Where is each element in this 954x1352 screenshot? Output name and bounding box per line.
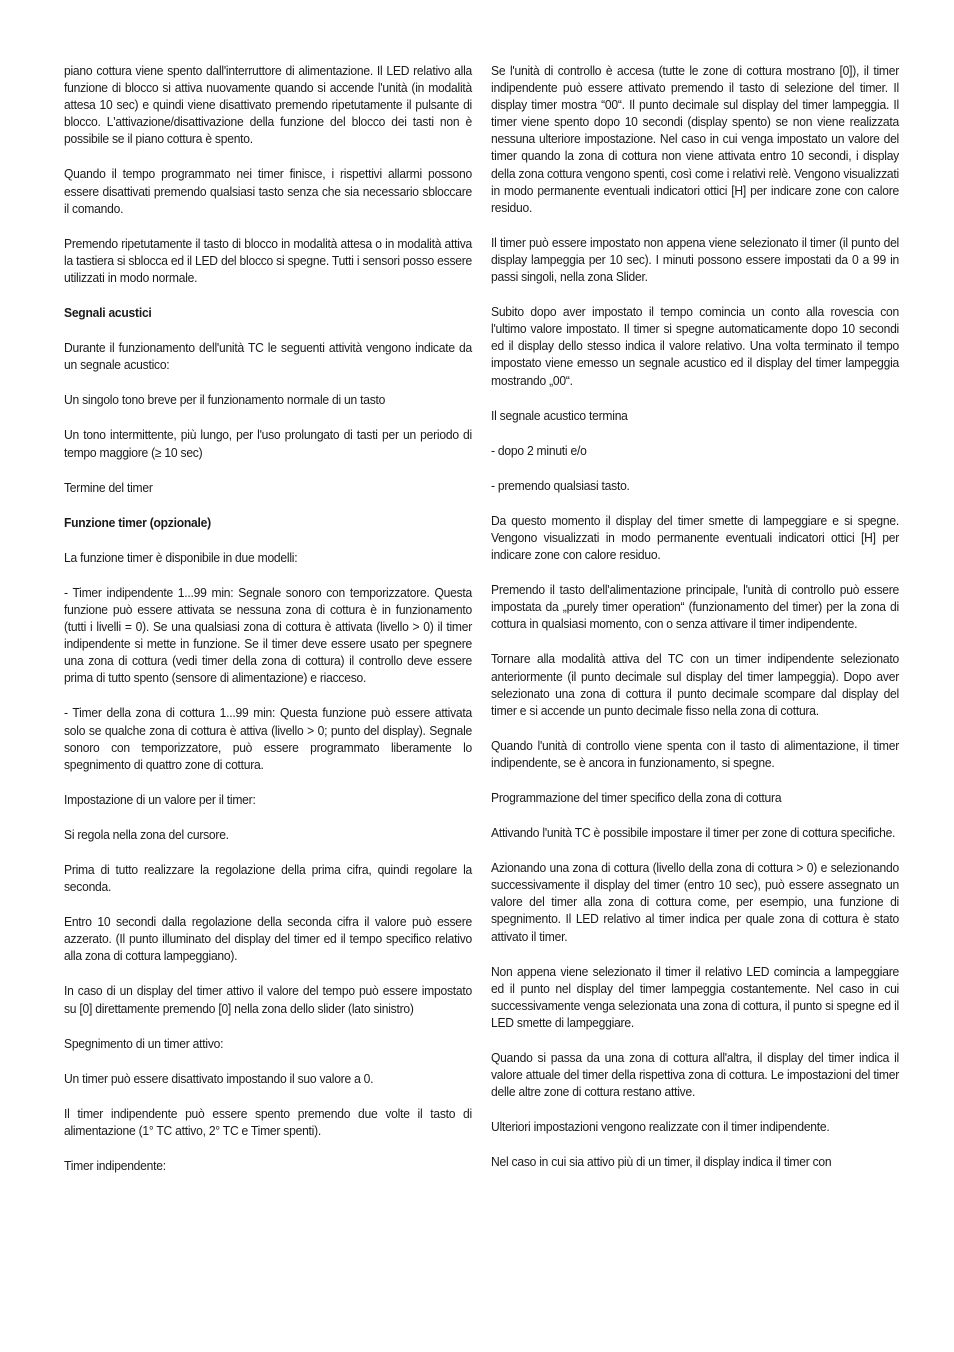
right-column-paragraph: Nel caso in cui sia attivo più di un timer, il display indica il timer con — [491, 1155, 832, 1170]
right-column-paragraph: Attivando l'unità TC è possibile impostare il timer per zone di cottura specifiche. — [491, 826, 896, 841]
left-column-heading: Funzione timer (opzionale) — [64, 515, 211, 530]
right-column-paragraph: Premendo il tasto dell'alimentazione principale, l'unità di controllo può essere impostata da „purely timer operation“ (funzionamento del timer) per la zona di cottura in qualsiasi momento, con o senza attivare il timer indipendente. — [491, 583, 899, 632]
left-column-paragraph: piano cottura viene spento dall'interruttore di alimentazione. Il LED relativo alla funzione di blocco si attiva nuovamente quando si accende l'unità (in modalità attesa 10 sec) e quindi viene disattivato premendo ripetutamente il pulsante di blocco. L'attivazione/disattivazione della funzione del blocco dei tasti non è possibile se il piano cottura è spento. — [64, 64, 472, 147]
right-column-paragraph: Subito dopo aver impostato il tempo comincia un conto alla rovescia con l'ultimo valore impostato. Il timer si spegne automaticamente dopo 10 secondi ed il display dello stesso indica il valore relativo. Una volta terminato il tempo impostato viene emesso un segnale acustico ed il display del timer lampeggia mostrando „00“. — [491, 305, 899, 388]
left-text-column — [64, 63, 472, 1193]
right-column-paragraph: Non appena viene selezionato il timer il relativo LED comincia a lampeggiare ed il punto nel display del timer lampeggia costantemente. Nel caso in cui successivamente venga selezionata una zona di cottura, il punto si spegne ed il LED smette di lampeggiare. — [491, 964, 899, 1030]
right-column-paragraph: Ulteriori impostazioni vengono realizzate con il timer indipendente. — [491, 1120, 830, 1135]
right-column-paragraph: Il timer può essere impostato non appena viene selezionato il timer (il punto del display lampeggia per 10 sec). I minuti possono essere impostati da 0 a 99 in passi singoli, nella zona Slider. — [491, 235, 899, 285]
right-column-paragraph: Tornare alla modalità attiva del TC con un timer indipendente selezionato anteriormente (il punto decimale sul display del timer lampeggia). Dopo aver selezionato una zona di cottura il punto decimale scompare dal display del timer e si accende un punto decimale fisso nella zona di cottura. — [491, 652, 899, 718]
right-column-paragraph: Se l'unità di controllo è accesa (tutte le zone di cottura mostrano [0]), il timer indipendente può essere attivato premendo il tasto di selezione del timer. Il display timer mostra “00“. Il punto decimale sul display del timer lampeggia. Il timer viene spento dopo 10 secondi (display spento) se non viene realizzata nessuna ulteriore impostazione. Nel caso in cui venga impostato un valore del timer quando la zona di cottura non viene attivata entro 10 secondi, i display della zona cottura vengono spenti, così come i relativi relè. Vengono visualizzati in modo permanente eventuali indicatori ottici [H] per indicare zone con calore residuo. — [491, 64, 899, 215]
right-column-paragraph: - premendo qualsiasi tasto. — [491, 478, 630, 493]
left-column-paragraph: Si regola nella zona del cursore. — [64, 827, 229, 842]
left-column-paragraph: Entro 10 secondi dalla regolazione della seconda cifra il valore può essere azzerato. (Il punto illuminato del display del timer ed il tempo specifico relativo alla zona di cottura lampeggiano). — [64, 915, 472, 964]
left-column-paragraph: Spegnimento di un timer attivo: — [64, 1036, 224, 1051]
left-column-paragraph: Durante il funzionamento dell'unità TC le seguenti attività vengono indicate da un segnale acustico: — [64, 341, 472, 373]
left-column-paragraph: La funzione timer è disponibile in due modelli: — [64, 550, 298, 565]
left-column-paragraph: Termine del timer — [64, 480, 153, 495]
left-column-paragraph: Prima di tutto realizzare la regolazione della prima cifra, quindi regolare la seconda. — [64, 863, 472, 895]
right-column-paragraph: Programmazione del timer specifico della zona di cottura — [491, 791, 782, 805]
right-column-paragraph: Quando l'unità di controllo viene spenta con il tasto di alimentazione, il timer indipendente, se è ancora in funzionamento, si spegne. — [491, 738, 899, 770]
left-column-paragraph: - Timer della zona di cottura 1...99 min: Questa funzione può essere attivata solo se qualche zona di cottura è attiva (livello > 0; punto del display). Segnale sonoro con temporizzatore, può essere programmato liberamente lo spegnimento di quattro zone di cottura. — [64, 706, 472, 772]
right-column-paragraph: Il segnale acustico termina — [491, 408, 628, 423]
left-column-paragraph: Un singolo tono breve per il funzionamento normale di un tasto — [64, 393, 386, 408]
left-column-paragraph: Un tono intermittente, più lungo, per l'uso prolungato di tasti per un periodo di tempo maggiore (≥ 10 sec) — [64, 428, 472, 460]
right-column-paragraph: - dopo 2 minuti e/o — [491, 443, 587, 458]
right-column-paragraph: Azionando una zona di cottura (livello della zona di cottura > 0) e selezionando successivamente il display del timer (entro 10 sec), può essere assegnato un valore del timer alla zona di cottura come, per esempio, una funzione di spegnimento. Il LED relativo al timer indica per quale zona di cottura è stato attivato il timer. — [491, 861, 899, 944]
left-column-paragraph: Quando il tempo programmato nei timer finisce, i rispettivi allarmi possono essere disattivati premendo qualsiasi tasto senza che sia necessario sbloccare il comando. — [64, 167, 472, 216]
right-text-column — [491, 63, 899, 1190]
left-column-paragraph: Impostazione di un valore per il timer: — [64, 792, 256, 807]
left-column-paragraph: Un timer può essere disattivato impostando il suo valore a 0. — [64, 1071, 374, 1086]
left-column-paragraph: In caso di un display del timer attivo il valore del tempo può essere impostato su [0] direttamente premendo [0] nella zona dello slider (lato sinistro) — [64, 984, 472, 1016]
right-column-paragraph: Quando si passa da una zona di cottura all'altra, il display del timer indica il valore attuale del timer della rispettiva zona di cottura. Le impostazioni del timer delle altre zone di cottura restano attive. — [491, 1051, 899, 1100]
left-column-paragraph: Il timer indipendente può essere spento premendo due volte il tasto di alimentazione (1° TC attivo, 2° TC e Timer spenti). — [64, 1106, 472, 1138]
left-column-heading: Segnali acustici — [64, 306, 152, 321]
right-column-paragraph: Da questo momento il display del timer smette di lampeggiare e si spegne. Vengono visualizzati in modo permanente eventuali indicatori ottici [H] per indicare zone con calore residuo. — [491, 513, 899, 563]
left-column-paragraph: Premendo ripetutamente il tasto di blocco in modalità attesa o in modalità attiva la tastiera si sblocca ed il LED del blocco si spegne. Tutti i sensori posso essere utilizzati in modo normale. — [64, 236, 472, 285]
left-column-paragraph: Timer indipendente: — [64, 1159, 166, 1174]
left-column-paragraph: - Timer indipendente 1...99 min: Segnale sonoro con temporizzatore. Questa funzione può essere attivata se nessuna zona di cottura è in funzionamento (tutti i livelli = 0). Se una qualsiasi zona di cottura è attivata (livello > 0) il timer indipendente si mette in funzione. Se il timer deve essere usato per spegnere una zona di cottura (vedi timer della zona di cottura) il controllo deve essere prima di tutto spento (sensore di alimentazione) e riacceso. — [64, 585, 472, 686]
